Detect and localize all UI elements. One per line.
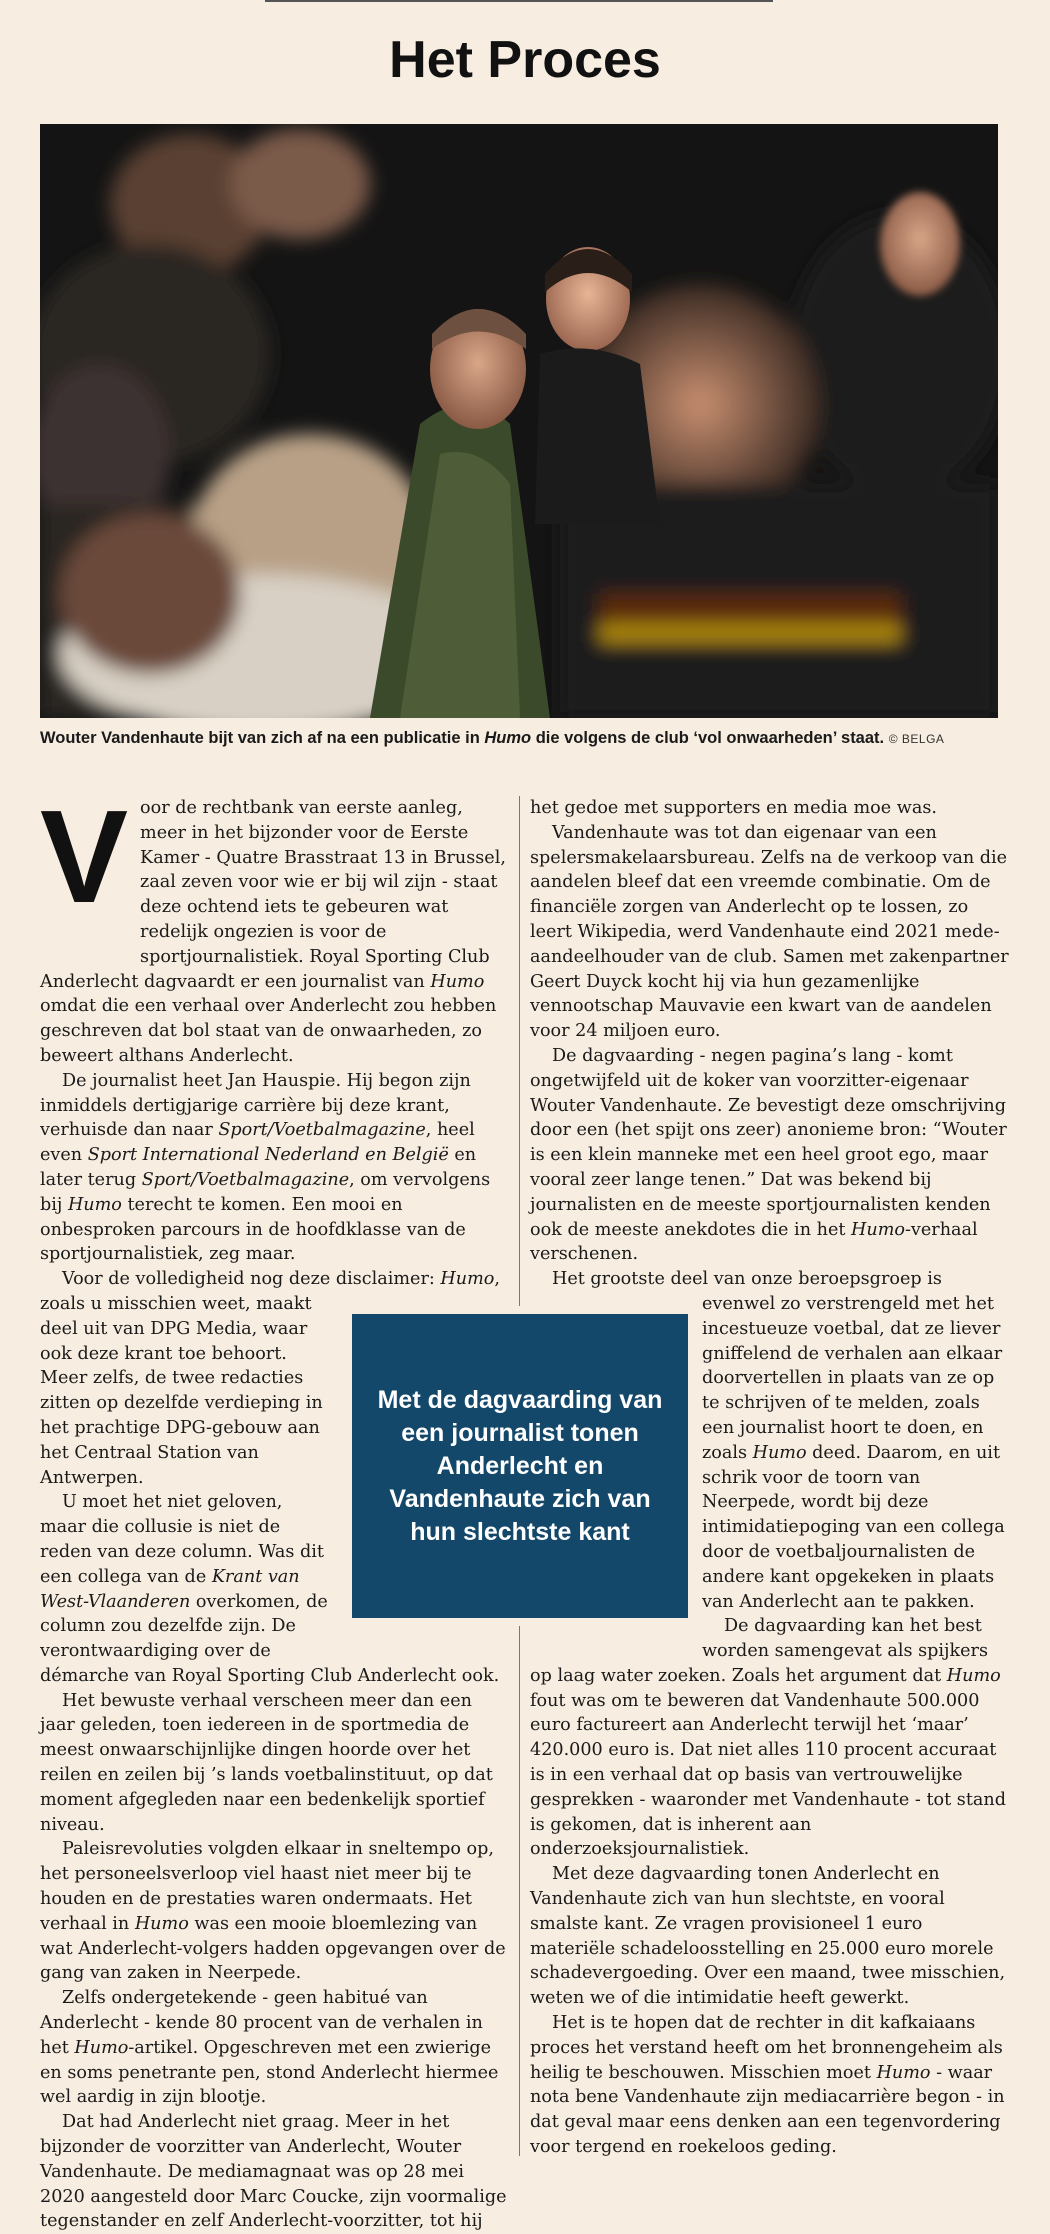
article-paragraph [530,1614,1010,1862]
paragraph-run: Het is te hopen dat de rechter in dit kafkaiaans proces het verstand heeft om het bronnengeheim als heilig te beschouwen. Misschien moet [530,2013,1003,2083]
paragraph-run: Paleisrevoluties volgden elkaar in sneltempo op, het personeelsverloop viel haast niet meer bij te houden en de prestaties waren ondermaats. Het verhaal in [40,1839,494,1934]
paragraph-run: -artikel. Opgeschreven met een zwierige en soms penetrante pen, stond Anderlecht hiermee wel aardig in zijn blootje. [40,2037,499,2108]
article-paragraph [530,1044,1010,1267]
paragraph-run: Dat had Anderlecht niet graag. Meer in het bijzonder de voorzitter van Anderlecht, Wouter Vandenhaute. De mediamagnaat was op 28 mei 2020 aangesteld door Marc Coucke, zijn voormalige tegenstander en zelf Anderlecht-voorzitter, tot hij [40,2112,507,2232]
paragraph-run: was een mooie bloemlezing van wat Anderlecht-volgers hadden opgevangen over de gang van zaken in Neerpede. [40,1913,506,1984]
paragraph-run: Humo [752,1442,807,1463]
paragraph-run: , heel even [40,1120,475,1166]
paragraph-run: omdat die een verhaal over Anderlecht zou hebben geschreven dat bol staat van de onwaarheden, zo beweert althans Anderlecht. [40,996,497,1066]
article-paragraph [40,2110,510,2234]
article-paragraph [530,1862,1010,2011]
caption-part: Wouter Vandenhaute bijt van zich af na een publicatie in [40,729,485,747]
paragraph-run: Sport/Voetbalmagazine [218,1120,426,1141]
paragraph-run: Het bewuste verhaal verscheen meer dan een jaar geleden, toen iedereen in de sportmedia de meest onwaarschijnlijke dingen hoorde over het reilen en zeilen bij ’s lands voetbalinstituut, op dat moment afgegleden naar een bedenkelijk sportief niveau. [40,1690,493,1835]
article-paragraph [530,2011,1010,2160]
paragraph-run: Sport International Nederland en België [87,1145,449,1166]
paragraph-run: , om vervolgens bij [40,1169,491,1215]
paragraph-run: en later terug [40,1145,477,1190]
paragraph-run: oor de rechtbank van eerste aanleg, meer in het bijzonder voor de Eerste Kamer - Quatre Brasstraat 13 in Brussel, zaal zeven voor wie er bij wil zijn - staat deze ochtend iets te gebeuren wat redelijk ongezien is voor de sportjournalistiek. Royal Sporting Club Anderlecht dagvaardt er een journalist van [40,798,506,992]
article-paragraph [40,1069,510,1267]
caption-text [40,729,889,747]
paragraph-run: Humo [430,971,485,992]
paragraph-run: - waar nota bene Vandenhaute zijn mediacarrière begon - in dat geval maar eens denken aan een tegenvordering voor tergend en roekeloos geding. [530,2062,1005,2158]
article-paragraph [40,1837,510,1986]
paragraph-run: Humo [440,1269,495,1290]
top-rule [265,0,773,2]
paragraph-run: Met deze dagvaarding tonen Anderlecht en Vandenhaute zich van hun slechtste, en vooral smalste kant. Ze vragen provisioneel 1 euro materiële schadeloosstelling en 25.000 euro morele schadevergoeding. Over een maand, twee misschien, weten we of die intimidatie heeft gewerkt. [530,1864,1006,2009]
paragraph-run: fout was om te beweren dat Vandenhaute 500.000 euro factureert aan Anderlecht terwijl het ‘maar’ 420.000 euro is. Dat niet alles 110 procent accuraat is in een verhaal dat op basis van vertrouwelijke gesprekken - waaronder met Vandenhaute - tot stand is gekomen, dat is inherent aan onderzoeksjournalistiek. [530,1690,1006,1860]
pull-quote: Met de dagvaarding van een journalist tonen Anderlecht en Vandenhaute zich van hun slechtste kant [352,1314,688,1618]
paragraph-run: Humo [134,1913,189,1934]
paragraph-run: Zelfs ondergetekende - geen habitué van Anderlecht - kende 80 procent van de verhalen in het [40,1988,483,2058]
paragraph-run: deed. Daarom, en uit schrik voor de toorn van Neerpede, wordt bij deze intimidatiepoging van een collega door de voetbaljournalisten de andere kant opgekeken in plaats van Anderlecht aan te pakken. [702,1442,1005,1612]
article-photo [40,124,998,718]
paragraph-run: Het grootste deel van onze beroepsgroep is evenwel zo verstrengeld met het incestueuze voetbal, dat ze liever gniffelend de verhalen aan elkaar doorvertellen in plaats van ze op te schrijven of te melden, zoals een journalist hoort te doen, en zoals [552,1269,1003,1463]
article-paragraph [40,1986,510,2110]
article-paragraph [530,796,1010,821]
paragraph-run: Humo [946,1665,1001,1686]
paragraph-run: het gedoe met supporters en media moe was. [530,798,937,818]
paragraph-run: Voor de volledigheid nog deze disclaimer: [62,1269,441,1290]
headline: Het Proces [389,31,661,89]
drop-cap: V [40,783,129,930]
paragraph-run: U moet het niet geloven, maar die collusie is niet de reden van deze column. Was dit een collega van de [40,1492,324,1587]
paragraph-run: terecht te komen. Een mooi en onbesproken parcours in de hoofdklasse van de sportjournalistiek, zeg maar. [40,1194,466,1265]
paragraph-run: , zoals u misschien weet, maakt deel uit van DPG Media, waar ook deze krant toe behoort. Meer zelfs, de twee redacties zitten op dezelfde verdieping in het prachtige DPG-gebouw aan het Centraal Station van Antwerpen. [40,1269,500,1488]
paragraph-run: overkomen, de column zou dezelfde zijn. De verontwaardiging over de démarche van Royal Sporting Club Anderlecht ook. [40,1591,500,1686]
photo-caption [40,726,1000,751]
paragraph-run: Humo [74,2037,129,2058]
paragraph-run: De dagvaarding - negen pagina’s lang - komt ongetwijfeld uit de koker van voorzitter-eigenaar Wouter Vandenhaute. Ze bevestigt deze omschrijving door een (het spijt ons zeer) anonieme bron: “Wouter is een klein manneke met een heel groot ego, maar vooral zeer lange tenen.” Dat was bekend bij journalisten en de meeste sportjournalisten kenden ook de meeste anekdotes die in het [530,1045,1007,1240]
caption-part: Humo [484,729,532,747]
article-paragraph [40,1689,510,1838]
paragraph-run: Humo [851,1219,905,1240]
paragraph-run: Vandenhaute was tot dan eigenaar van een spelersmakelaarsbureau. Zelfs na de verkoop van die aandelen bleef dat een vreemde combinatie. Om de financiële zorgen van Anderlecht op te lossen, zo leert Wikipedia, werd Vandenhaute eind 2021 mede-aandeelhouder van de club. Samen met zakenpartner Geert Duyck kocht hij via hun gezamenlijke vennootschap Mauvavie een kwart van de aandelen voor 24 miljoen euro. [530,822,1009,1042]
photo-credit: © BELGA [888,732,945,746]
photo-illustration [40,124,998,718]
paragraph-run: De dagvaarding kan het best worden samengevat als spijkers op laag water zoeken. Zoals het argument dat [530,1616,988,1686]
article-paragraph [530,821,1010,1044]
paragraph-run: Humo [876,2062,931,2083]
paragraph-run: De journalist heet Jan Hauspie. Hij begon zijn inmiddels dertigjarige carrière bij deze krant, verhuisde dan naar [40,1070,471,1141]
paragraph-run: Krant van West-Vlaanderen [40,1566,300,1612]
paragraph-run: Sport/Voetbalmagazine [141,1169,350,1190]
paragraph-run: Humo [67,1194,122,1215]
caption-part: die volgens de club ‘vol onwaarheden’ staat. [531,729,885,747]
paragraph-run: -verhaal verschenen. [530,1219,978,1265]
